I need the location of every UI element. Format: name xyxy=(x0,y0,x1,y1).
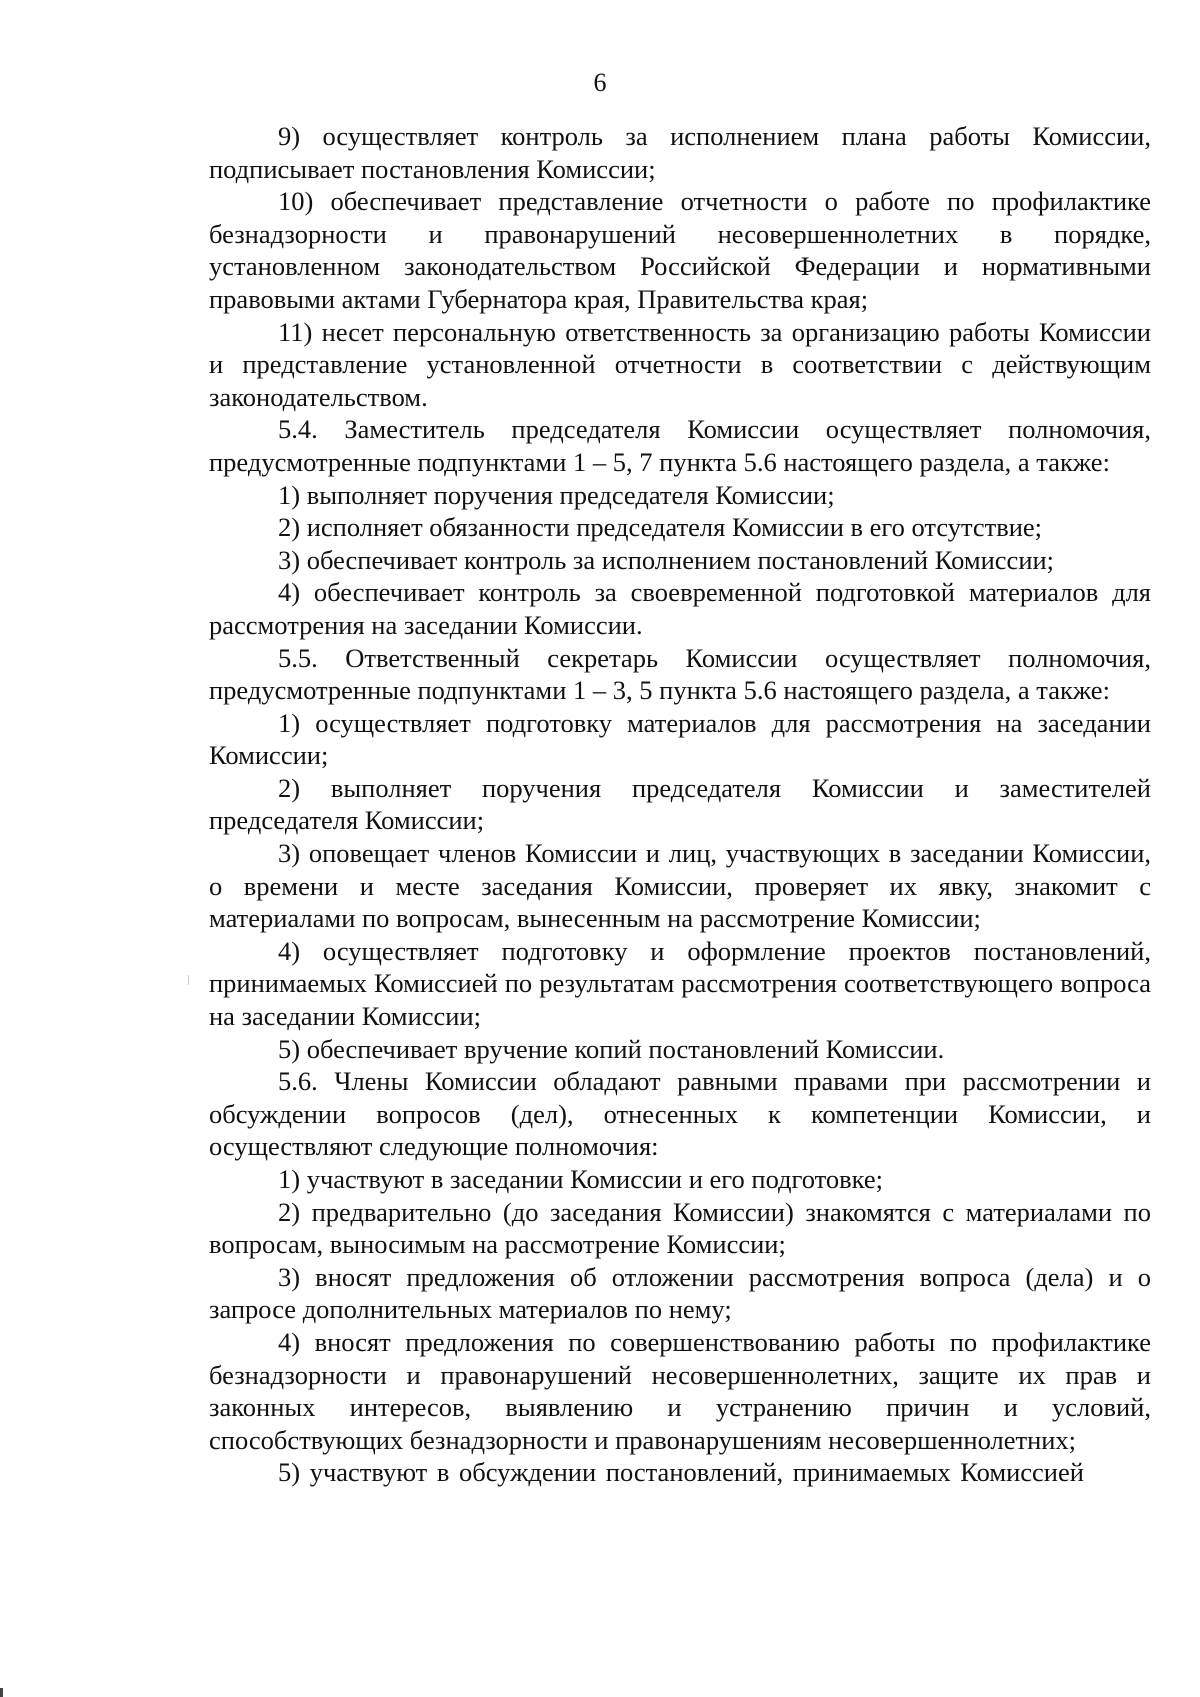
paragraph: 4) вносят предложения по совершенствованию работы по профилактике безнадзорности и правонарушений несовершеннолетних, защите их прав и законных интересов, выявлению и устранению причин и условий, способствующих безнадзорности и правонарушениям несовершеннолетних; xyxy=(209,1326,1151,1455)
scan-artifact xyxy=(188,975,189,985)
paragraph: 3) обеспечивает контроль за исполнением постановлений Комиссии; xyxy=(278,544,1055,575)
paragraph: 11) несет персональную ответственность за организацию работы Комиссии и представление установленной отчетности в соответствии с действующим законодательством. xyxy=(209,316,1151,412)
paragraph: 5.5. Ответственный секретарь Комиссии осуществляет полномочия, предусмотренные подпунктами 1 – 3, 5 пункта 5.6 настоящего раздела, а также: xyxy=(209,642,1151,706)
document-body xyxy=(209,120,1151,1489)
paragraph: 5.4. Заместитель председателя Комиссии осуществляет полномочия, предусмотренные подпунктами 1 – 5, 7 пункта 5.6 настоящего раздела, а также: xyxy=(209,414,1151,477)
paragraph: 3) вносят предложения об отложении рассмотрения вопроса (дела) и о запросе дополнительных материалов по нему; xyxy=(209,1261,1151,1325)
paragraph: 1) участвуют в заседании Комиссии и его подготовке; xyxy=(278,1164,883,1194)
paragraph: 3) оповещает членов Комиссии и лиц, участвующих в заседании Комиссии, о времени и месте заседания Комиссии, проверяет их явку, знакомит с материалами по вопросам, вынесенным на рассмотрение Комиссии; xyxy=(209,838,1151,934)
paragraph: 2) исполняет обязанности председателя Комиссии в его отсутствие; xyxy=(278,512,1043,543)
paragraph: 2) предварительно (до заседания Комиссии) знакомятся с материалами по вопросам, выносимым на рассмотрение Комиссии; xyxy=(209,1196,1151,1260)
paragraph: 4) обеспечивает контроль за своевременной подготовкой материалов для рассмотрения на заседании Комиссии. xyxy=(209,577,1151,640)
paragraph: 4) осуществляет подготовку и оформление проектов постановлений, принимаемых Комиссией по результатам рассмотрения соответствующего вопроса на заседании Комиссии; xyxy=(209,935,1151,1032)
paragraph: 2) выполняет поручения председателя Комиссии и заместителей председателя Комиссии; xyxy=(209,772,1151,836)
paragraph: 5) участвуют в обсуждении постановлений, принимаемых Комиссией xyxy=(278,1457,1084,1488)
paragraph: 5.6. Члены Комиссии обладают равными правами при рассмотрении и обсуждении вопросов (дел), отнесенных к компетенции Комиссии, и осуществляют следующие полномочия: xyxy=(209,1066,1151,1162)
paragraph: 5) обеспечивает вручение копий постановлений Комиссии. xyxy=(278,1033,945,1064)
paragraph: 1) осуществляет подготовку материалов для рассмотрения на заседании Комиссии; xyxy=(209,707,1151,771)
scan-artifact xyxy=(0,1688,3,1697)
paragraph: 1) выполняет поручения председателя Комиссии; xyxy=(278,479,835,510)
paragraph: 10) обеспечивает представление отчетности о работе по профилактике безнадзорности и правонарушений несовершеннолетних в порядке, установленном законодательством Российской Федерации и нормативными правовыми актами Губернатора края, Правительства края; xyxy=(209,186,1151,314)
page-number: 6 xyxy=(593,68,607,97)
paragraph: 9) осуществляет контроль за исполнением плана работы Комиссии, подписывает постановления Комиссии; xyxy=(209,121,1151,184)
